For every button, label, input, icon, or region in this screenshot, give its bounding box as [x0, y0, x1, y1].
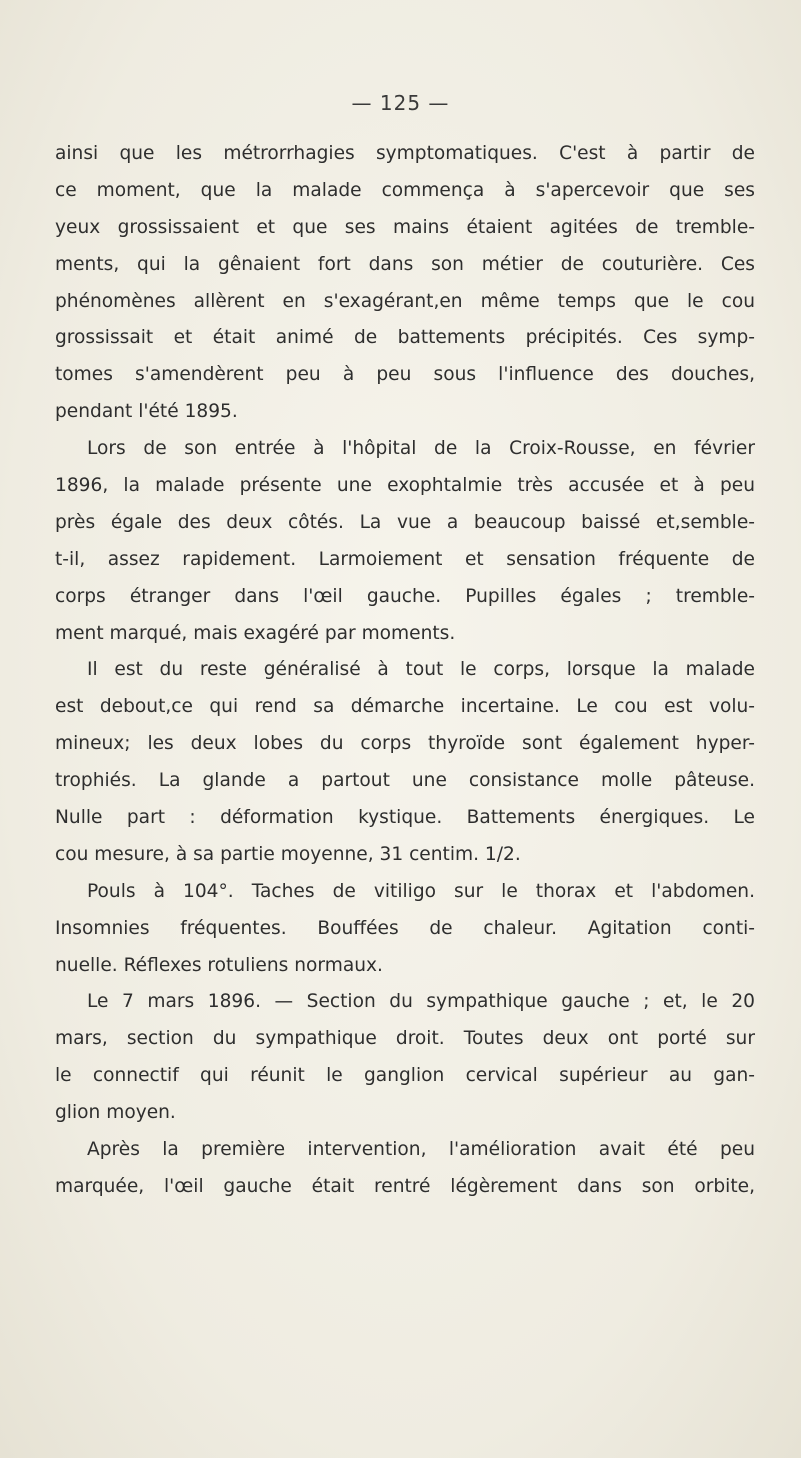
text-line: le connectif qui réunit le ganglion cervical supérieur au gan-: [55, 1065, 755, 1087]
text-line: trophiés. La glande a partout une consistance molle pâteuse.: [55, 770, 755, 792]
text-line: ainsi que les métrorrhagies symptomatiques. C'est à partir de: [55, 143, 755, 164]
body-text: [55, 136, 755, 1206]
text-line: Le 7 mars 1896. — Section du sympathique gauche ; et, le 20: [87, 991, 755, 1013]
text-line: tomes s'amendèrent peu à peu sous l'influence des douches,: [55, 364, 755, 386]
text-line: t-il, assez rapidement. Larmoiement et sensation fréquente de: [55, 548, 755, 570]
text-line: pendant l'été 1895.: [55, 401, 238, 423]
text-line: Lors de son entrée à l'hôpital de la Croix-Rousse, en février: [87, 438, 755, 460]
text-line: est debout,ce qui rend sa démarche incertaine. Le cou est volu-: [55, 696, 755, 718]
text-line: cou mesure, à sa partie moyenne, 31 centim. 1/2.: [55, 843, 521, 865]
text-line: nuelle. Réflexes rotuliens normaux.: [55, 954, 383, 976]
text-line: Pouls à 104°. Taches de vitiligo sur le thorax et l'abdomen.: [87, 880, 755, 902]
text-line: yeux grossissaient et que ses mains étaient agitées de tremble-: [55, 216, 755, 238]
page-number: — 125 —: [351, 91, 450, 115]
text-line: Nulle part : déformation kystique. Battements énergiques. Le: [55, 807, 755, 829]
text-line: marquée, l'œil gauche était rentré légèrement dans son orbite,: [55, 1175, 755, 1197]
text-line: 1896, la malade présente une exophtalmie très accusée et à peu: [55, 475, 755, 497]
text-line: Insomnies fréquentes. Bouffées de chaleur. Agitation conti-: [55, 917, 755, 939]
text-line: glion moyen.: [55, 1102, 176, 1124]
text-line: mars, section du sympathique droit. Toutes deux ont porté sur: [55, 1028, 755, 1050]
text-line: ment marqué, mais exagéré par moments.: [55, 622, 456, 644]
text-line: Il est du reste généralisé à tout le corps, lorsque la malade: [87, 659, 755, 681]
text-line: phénomènes allèrent en s'exagérant,en même temps que le cou: [55, 290, 755, 312]
text-line: ments, qui la gênaient fort dans son métier de couturière. Ces: [55, 253, 755, 275]
text-line: Après la première intervention, l'amélioration avait été peu: [87, 1139, 755, 1161]
text-line: corps étranger dans l'œil gauche. Pupilles égales ; tremble-: [55, 585, 755, 607]
text-line: grossissait et était animé de battements précipités. Ces symp-: [55, 327, 755, 349]
text-line: ce moment, que la malade commença à s'apercevoir que ses: [55, 179, 755, 201]
text-line: mineux; les deux lobes du corps thyroïde sont également hyper-: [55, 733, 755, 755]
text-line: près égale des deux côtés. La vue a beaucoup baissé et,semble-: [55, 511, 755, 533]
